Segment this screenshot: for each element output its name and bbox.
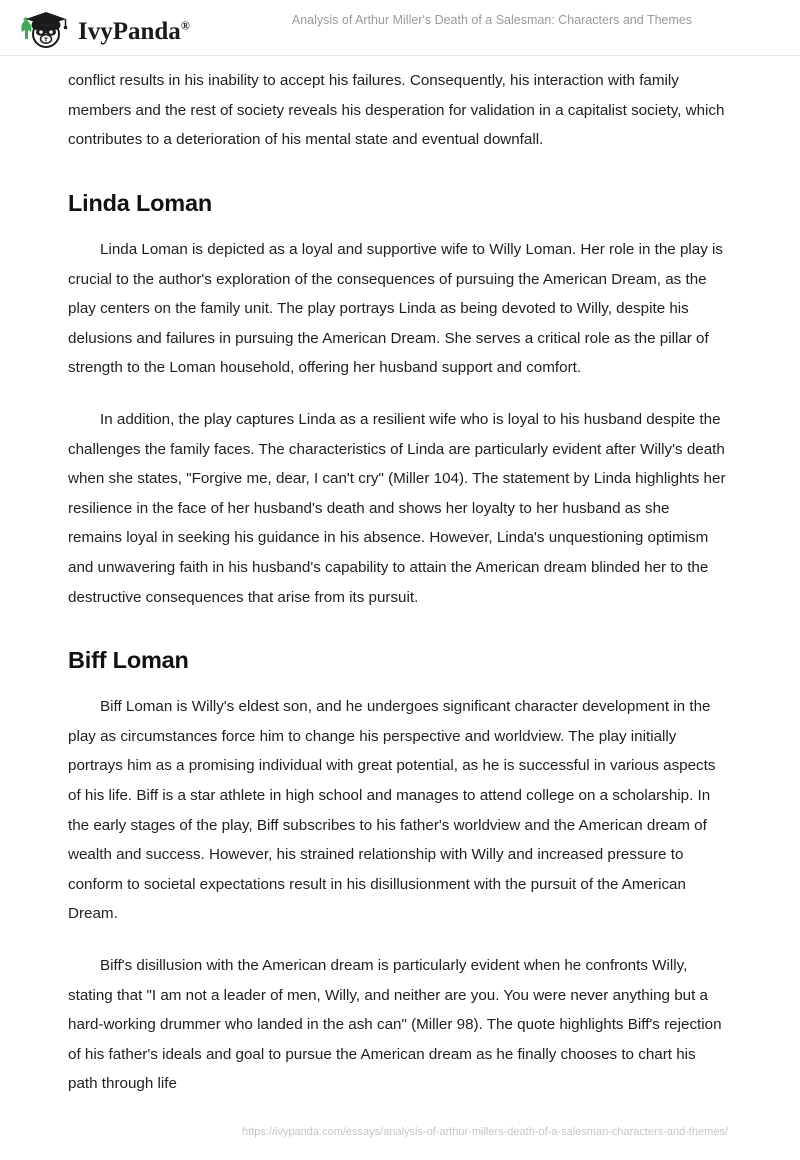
page-header (0, 0, 800, 56)
document-body (68, 66, 726, 1099)
body-paragraph: conflict results in his inability to accept his failures. Consequently, his interaction with family members and the rest of society reveals his desperation for validation in a capitalist society, which contributes to a deterioration of his mental state and eventual downfall. (68, 72, 725, 149)
body-paragraph: Biff's disillusion with the American dream is particularly evident when he confronts Willy, stating that "I am not a leader of men, Willy, and neither are you. You were never anything but a hard-working drummer who landed in the ash can" (Miller 98). The quote highlights Biff's rejection of his father's ideals and goal to pursue the American dream as he finally chooses to chart his path through life (68, 957, 722, 1093)
page-footer (0, 1126, 800, 1138)
section-heading: Linda Loman (68, 189, 213, 216)
body-paragraph: Linda Loman is depicted as a loyal and supportive wife to Willy Loman. Her role in the play is crucial to the author's exploration of the consequences of pursuing the American Dream, as the play centers on the family unit. The play portrays Linda as being devoted to Willy, despite his delusions and failures in pursuing the American Dream. She serves a critical role as the pillar of strength to the Loman household, offering her husband support and comfort. (68, 240, 724, 377)
registered-mark: ® (180, 18, 190, 33)
brand-name-text: IvyPanda (78, 17, 181, 45)
body-paragraph: Biff Loman is Willy's eldest son, and he undergoes significant character development in the play as circumstances force him to change his perspective and worldview. The play initially portrays him as a promising individual with great potential, as he is successful in various aspects of his life. Biff is a star athlete in high school and manages to attend college on a scholarship. In the early stages of the play, Biff subscribes to his father's worldview and the American dream of wealth and success. However, his strained relationship with Willy and increased pressure to conform to societal expectations result in his disillusionment with the pursuit of the American Dream. (68, 698, 716, 923)
body-paragraph: In addition, the play captures Linda as a resilient wife who is loyal to his husband despite the challenges the family faces. The characteristics of Linda are particularly evident after Willy's death when she states, "Forgive me, dear, I can't cry" (Miller 104). The statement by Linda highlights her resilience in the face of her husband's death and shows her loyalty to her husband as she remains loyal in seeking his guidance in his absence. However, Linda's unquestioning optimism and unwavering faith in his husband's capability to attain the American dream blinded her to the destructive consequences that arise from its pursuit. (68, 410, 726, 606)
source-url[interactable]: https://ivypanda.com/essays/analysis-of-arthur-millers-death-of-a-salesman-characters-and-themes/ (241, 1126, 729, 1138)
document-title: Analysis of Arthur Miller's Death of a Salesman: Characters and Themes (291, 13, 693, 27)
section-heading: Biff Loman (68, 647, 189, 674)
